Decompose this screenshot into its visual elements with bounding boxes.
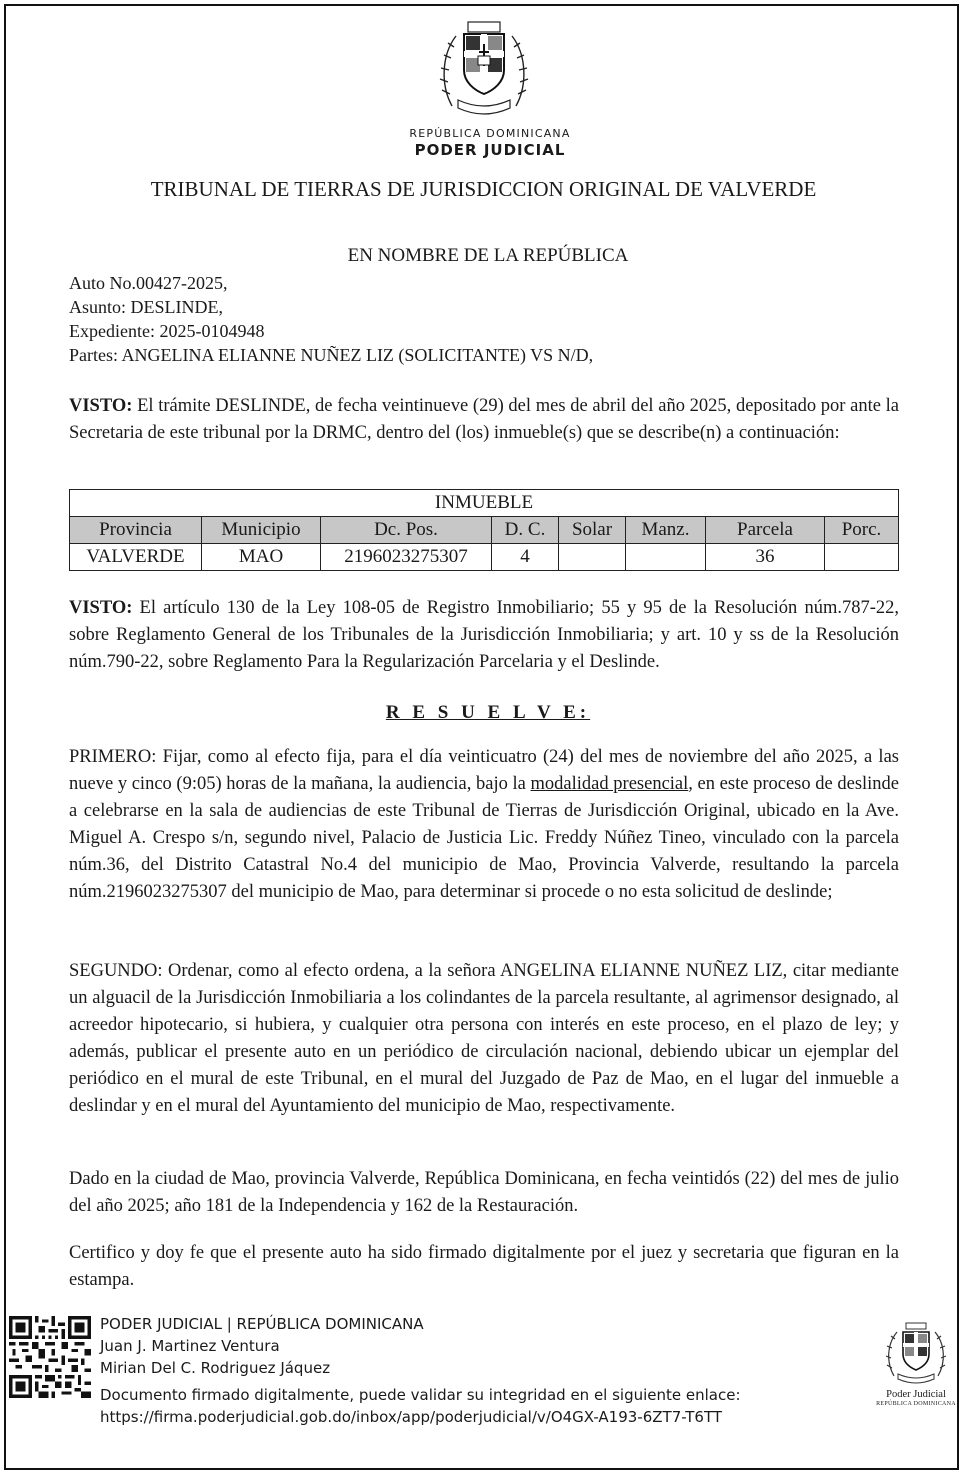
primero-text-before: PRIMERO: Fijar, como al efecto fija, para el día veinticuatro (24) del mes de noviembre del año 2025, a las nueve y cinco (9:05) horas de la mañana, la audiencia, bajo la	[69, 747, 899, 794]
table-header-cell: Porc.	[825, 517, 899, 544]
footer-logo-subtitle: REPÚBLICA DOMINICANA	[876, 1401, 956, 1407]
table-cell	[559, 544, 626, 571]
visto-articulo	[69, 595, 899, 676]
primero-paragraph	[69, 744, 899, 906]
en-nombre-heading: EN NOMBRE DE LA REPÚBLICA	[347, 245, 629, 266]
dado-paragraph: Dado en la ciudad de Mao, provincia Valverde, República Dominicana, en fecha veintidós (22) del mes de julio del año 2025; año 181 de la Independencia y 162 de la Restauración.	[69, 1169, 899, 1216]
signature-url[interactable]: https://firma.poderjudicial.gob.do/inbox/app/poderjudicial/v/O4GX-A193-6ZT7-T6TT	[100, 1408, 723, 1426]
court-title: TRIBUNAL DE TIERRAS DE JURISDICCION ORIGINAL DE VALVERDE	[150, 177, 817, 201]
table-header-row	[70, 517, 899, 544]
table-cell: 36	[706, 544, 825, 571]
table-cell	[825, 544, 899, 571]
table-header-cell: Provincia	[70, 517, 202, 544]
visto-label: VISTO:	[69, 598, 133, 618]
table-cell: 2196023275307	[321, 544, 492, 571]
table-header-cell: Dc. Pos.	[321, 517, 492, 544]
table-header-cell: D. C.	[492, 517, 559, 544]
signature-secretary: Mirian Del C. Rodriguez Jáquez	[100, 1359, 331, 1377]
table-header-cell: Parcela	[706, 517, 825, 544]
signature-org: PODER JUDICIAL | REPÚBLICA DOMINICANA	[100, 1315, 424, 1333]
primero-text-after: , en este proceso de deslinde a celebrarse en la sala de audiencias de este Tribunal de Tierras de Jurisdicción Original, ubicado en la Ave. Miguel A. Crespo s/n, segundo nivel, Palacio de Justicia Lic. Freddy Núñez Tineo, vinculado con la parcela núm.36, del Distrito Catastral No.4 del municipio de Mao, Provincia Valverde, resultando la parcela núm.2196023275307 del municipio de Mao, para determinar si procede o no esta solicitud de deslinde;	[69, 774, 900, 902]
table-header-cell: Municipio	[202, 517, 321, 544]
asunto: Asunto: DESLINDE,	[69, 297, 223, 317]
segundo-paragraph: SEGUNDO: Ordenar, como al efecto ordena, a la señora ANGELINA ELIANNE NUÑEZ LIZ, citar mediante un alguacil de la Jurisdicción Inmobiliaria a los colindantes de la parcela resultante, al agrimensor designado, al acreedor hipotecario, si hubiera, y cualquier otra persona con interés en este proceso, en el plazo de ley; y además, publicar el presente auto en un periódico de circulación nacional, debiendo ubicar un ejemplar del periódico en el mural de este Tribunal, en el mural del Juzgado de Paz de Mao, en el lugar del inmueble a deslindar y en el mural del Ayuntamiento del municipio de Mao, respectivamente.	[69, 961, 899, 1116]
resuelve-heading: R E S U E L V E:	[385, 702, 591, 723]
inmueble-table	[69, 489, 899, 571]
expediente: Expediente: 2025-0104948	[69, 321, 265, 341]
table-cell	[626, 544, 706, 571]
table-cell: VALVERDE	[70, 544, 202, 571]
org-name-bottom: PODER JUDICIAL	[414, 141, 566, 159]
table-header-cell: Manz.	[626, 517, 706, 544]
signature-notice: Documento firmado digitalmente, puede validar su integridad en el siguiente enlace:	[100, 1386, 741, 1404]
table-title: INMUEBLE	[70, 490, 899, 517]
certifico-paragraph: Certifico y doy fe que el presente auto ha sido firmado digitalmente por el juez y secretaria que figuran en la estampa.	[69, 1243, 899, 1290]
org-name-top: REPÚBLICA DOMINICANA	[409, 127, 571, 140]
coat-of-arms-seal	[438, 14, 530, 126]
visto-articulo-text: El artículo 130 de la Ley 108-05 de Registro Inmobiliario; 55 y 95 de la Resolución núm.787-22, sobre Reglamento General de los Tribunales de la Jurisdicción Inmobiliaria; y art. 10 y ss de la Resolución núm.790-22, sobre Reglamento Para la Regularización Parcelaria y el Deslinde.	[69, 598, 899, 672]
qr-code-icon[interactable]	[9, 1316, 91, 1398]
footer-emblem-icon	[884, 1320, 948, 1386]
table-cell: MAO	[202, 544, 321, 571]
modalidad-presencial: modalidad presencial	[530, 774, 689, 794]
visto-tramite	[69, 393, 899, 447]
visto-tramite-text: El trámite DESLINDE, de fecha veintinueve (29) del mes de abril del año 2025, depositado por ante la Secretaria de este tribunal por la DRMC, dentro del (los) inmueble(s) que se describe(n) a continuación:	[69, 396, 899, 443]
signature-judge: Juan J. Martinez Ventura	[100, 1337, 280, 1355]
auto-number: Auto No.00427-2025,	[69, 273, 228, 293]
footer-logo-title: Poder Judicial	[886, 1389, 946, 1400]
visto-label: VISTO:	[69, 396, 133, 416]
table-row	[70, 544, 899, 571]
table-header-cell: Solar	[559, 517, 626, 544]
table-cell: 4	[492, 544, 559, 571]
partes: Partes: ANGELINA ELIANNE NUÑEZ LIZ (SOLICITANTE) VS N/D,	[69, 345, 594, 365]
